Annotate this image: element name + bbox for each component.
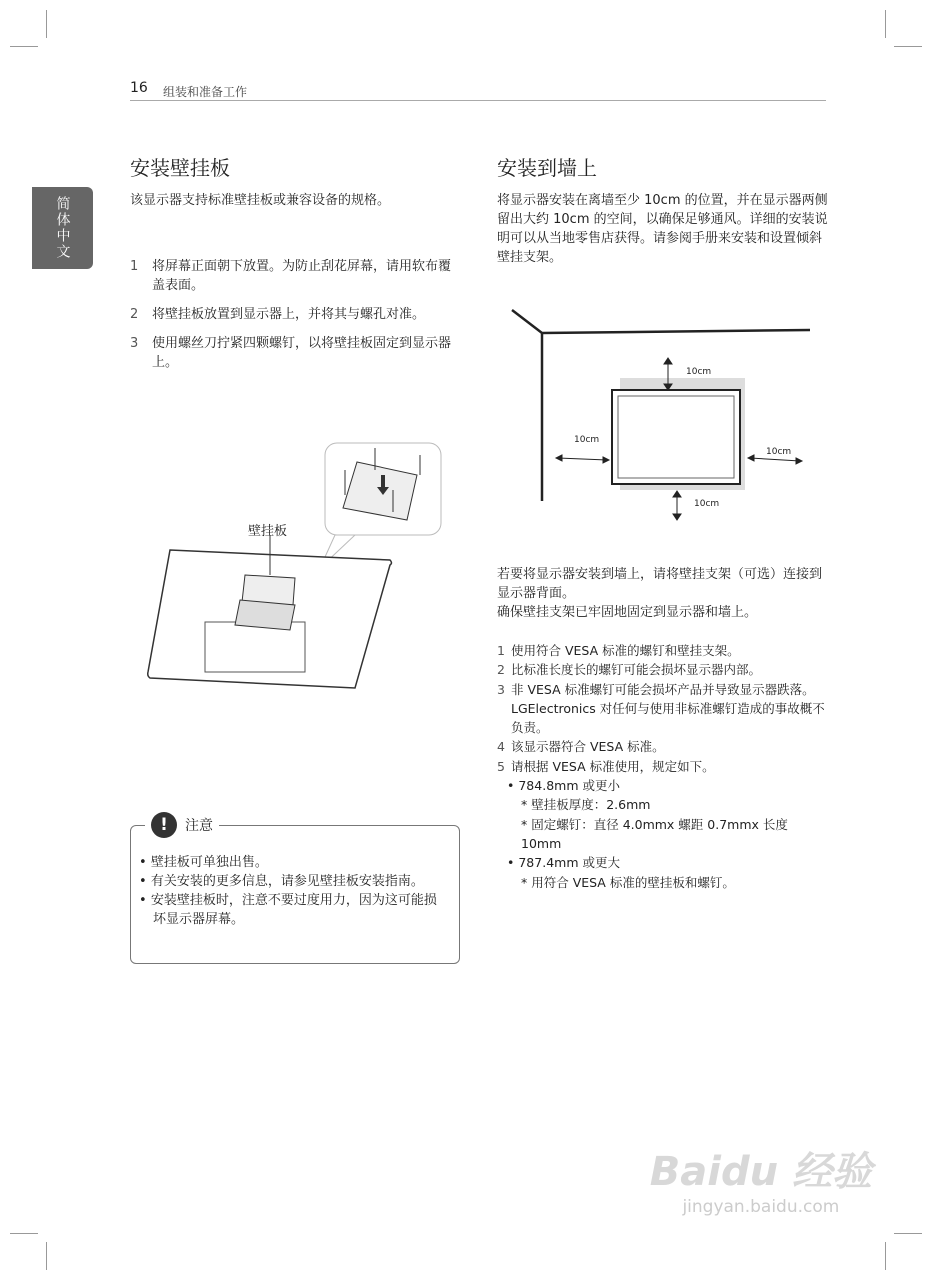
- step-text: 将壁挂板放置到显示器上，并将其与螺孔对准。: [152, 307, 426, 322]
- vesa-item: 5 请根据 VESA 标准使用，规定如下。: [497, 758, 715, 774]
- caution-box: [130, 815, 460, 964]
- caution-header: [145, 812, 219, 838]
- caution-title: 注意: [185, 818, 213, 834]
- watermark-url: jingyan.baidu.com: [682, 1197, 840, 1217]
- crop-mark: [10, 46, 38, 47]
- step-item: [130, 334, 462, 372]
- right-intro: 将显示器安装在离墙至少 10cm 的位置，并在显示器两侧留出大约 10cm 的空间，以确保足够通风。详细的安装说明可以从当地零售店获得。请参阅手册来安装和设置倾斜壁挂支架。: [497, 193, 828, 265]
- mount-text: 确保壁挂支架已牢固地固定到显示器和墙上。: [497, 605, 758, 620]
- language-tab: 简体中文: [32, 187, 93, 269]
- vesa-item: 1 使用符合 VESA 标准的螺钉和壁挂支架。: [497, 643, 740, 658]
- vesa-spec: * 壁挂板厚度：2.6mm: [521, 797, 651, 813]
- wall-plate-illustration: [145, 440, 445, 695]
- vesa-sub-item: • 784.8mm 或更小: [507, 778, 620, 794]
- vesa-item: 4 该显示器符合 VESA 标准。: [497, 739, 665, 755]
- wall-clearance-diagram: [510, 308, 830, 528]
- steps-list: [130, 257, 462, 382]
- left-heading: 安装壁挂板: [130, 156, 230, 180]
- caution-item: • 壁挂板可单独出售。: [139, 855, 268, 870]
- wall-plate-label: 壁挂板: [248, 524, 288, 539]
- clearance-top-label: 10cm: [686, 367, 712, 377]
- step-number: 1: [130, 259, 139, 274]
- step-item: [130, 305, 462, 324]
- exclamation-icon: !: [151, 812, 177, 838]
- crop-mark: [885, 10, 886, 38]
- vesa-item: 3 非 VESA 标准螺钉可能会损坏产品并导致显示器跌落。LGElectronics 对任何与使用非标准螺钉造成的事故概不负责。: [497, 681, 825, 736]
- crop-mark: [885, 1242, 886, 1270]
- step-number: 3: [130, 336, 139, 351]
- header-divider: [130, 100, 826, 101]
- left-intro: 该显示器支持标准壁挂板或兼容设备的规格。: [130, 193, 391, 208]
- caution-item: • 有关安装的更多信息，请参见壁挂板安装指南。: [139, 874, 424, 889]
- right-heading: 安装到墙上: [497, 156, 597, 180]
- crop-mark: [46, 10, 47, 38]
- clearance-left-label: 10cm: [574, 435, 600, 445]
- vesa-item: 2 比标准长度长的螺钉可能会损坏显示器内部。: [497, 662, 762, 678]
- page-number: 16: [130, 80, 148, 96]
- section-title: 组装和准备工作: [163, 85, 248, 99]
- step-text: 使用螺丝刀拧紧四颗螺钉，以将壁挂板固定到显示器上。: [152, 336, 452, 370]
- crop-mark: [894, 46, 922, 47]
- clearance-right-label: 10cm: [766, 447, 792, 457]
- step-text: 将屏幕正面朝下放置。为防止刮花屏幕，请用软布覆盖表面。: [152, 259, 452, 293]
- vesa-spec: * 用符合 VESA 标准的壁挂板和螺钉。: [521, 874, 735, 890]
- baidu-watermark: [650, 1140, 872, 1217]
- crop-mark: [46, 1242, 47, 1270]
- caution-item: • 安装壁挂板时，注意不要过度用力，因为这可能损坏显示器屏幕。: [139, 893, 437, 927]
- step-number: 2: [130, 307, 139, 322]
- vesa-spec: * 固定螺钉：直径 4.0mmx 螺距 0.7mmx 长度 10mm: [521, 816, 788, 851]
- mount-text: 若要将显示器安装到墙上，请将壁挂支架（可选）连接到显示器背面。: [497, 567, 823, 601]
- vesa-sub-item: • 787.4mm 或更大: [507, 855, 620, 871]
- crop-mark: [10, 1233, 38, 1234]
- baidu-logo: Baidu 经验: [649, 1149, 872, 1195]
- clearance-bottom-label: 10cm: [694, 499, 720, 509]
- mount-paragraph: [497, 565, 831, 622]
- crop-mark: [894, 1233, 922, 1234]
- vesa-list: [497, 641, 831, 892]
- step-item: [130, 257, 462, 295]
